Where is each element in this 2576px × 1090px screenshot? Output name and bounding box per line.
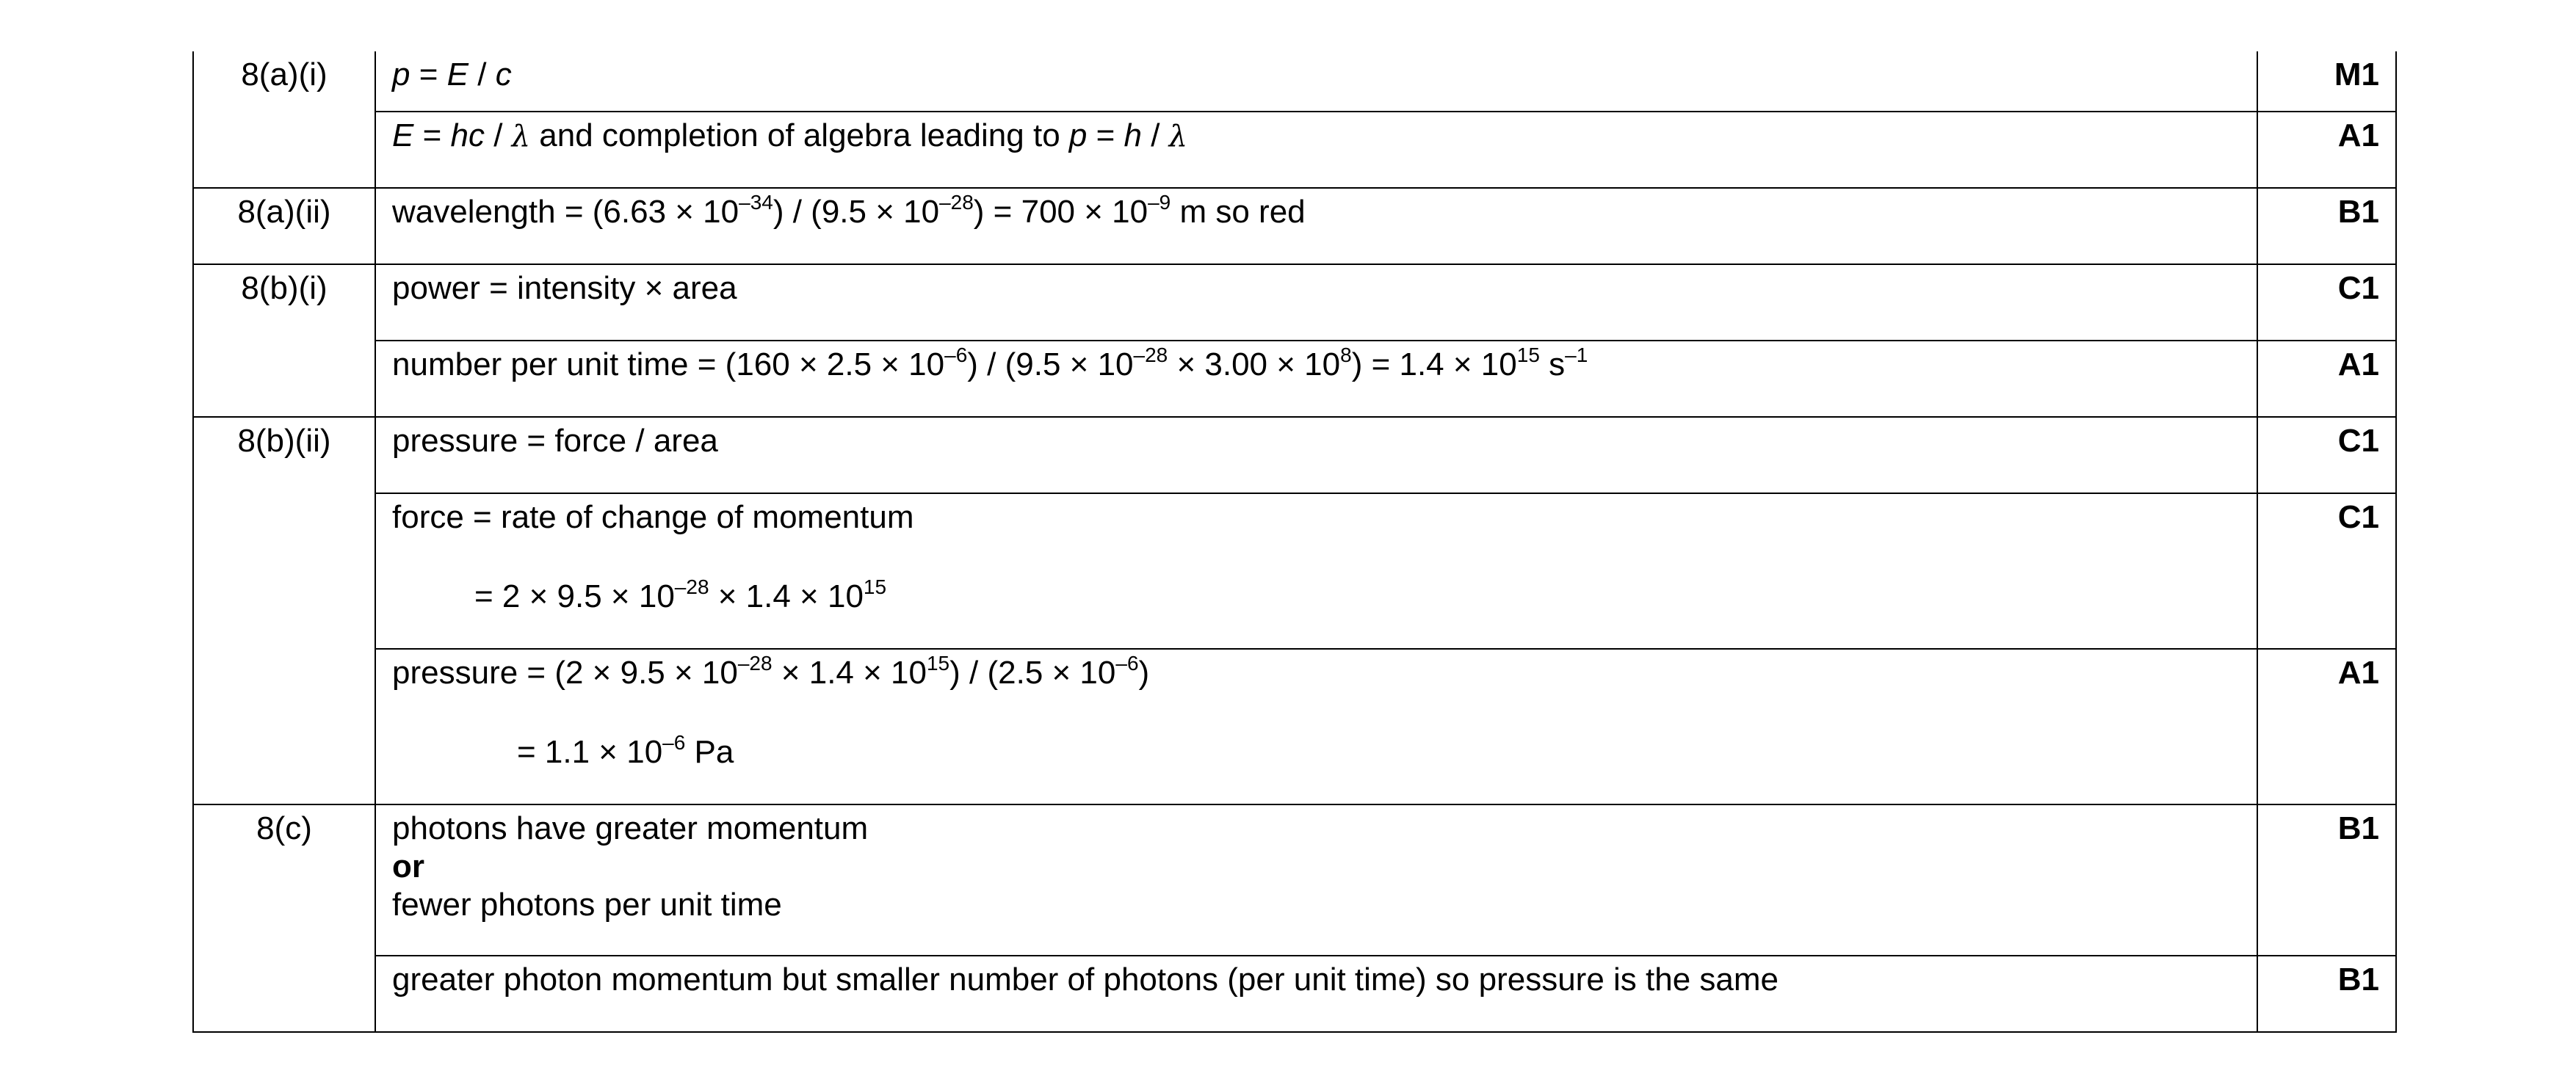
answer-text: p = E / c xyxy=(392,57,512,92)
answer-cell xyxy=(375,804,2257,956)
answer-cell xyxy=(375,188,2257,264)
mark-cell: B1 xyxy=(2257,956,2396,1032)
table-row xyxy=(193,51,2396,112)
answer-text: photons have greater momentum xyxy=(392,810,869,846)
mark-cell: M1 xyxy=(2257,51,2396,112)
mark-cell: B1 xyxy=(2257,804,2396,956)
answer-text: pressure = $(2 \times 9.5 \times 10^{-28} \times 1.4 \times 10^{15}) / (2.5 \times 10^{-6})$ xyxy=(392,652,1150,691)
question-number: 8(c) xyxy=(193,804,375,1032)
question-number: 8(b)(ii) xyxy=(193,417,375,804)
answer-cell xyxy=(375,51,2257,112)
table-row xyxy=(193,493,2396,649)
table-row xyxy=(193,112,2396,188)
answer-text: force = rate of change of momentum xyxy=(392,499,914,535)
table-row xyxy=(193,264,2396,341)
answer-cell xyxy=(375,956,2257,1032)
answer-text: = $1.1 \times 10^{-6}$ Pa xyxy=(517,731,734,770)
table-row xyxy=(193,804,2396,956)
mark-cell: C1 xyxy=(2257,264,2396,341)
answer-cell xyxy=(375,112,2257,188)
mark-cell: A1 xyxy=(2257,649,2396,804)
question-number: 8(b)(i) xyxy=(193,264,375,417)
answer-text: fewer photons per unit time xyxy=(392,887,782,923)
answer-text: E = hc / λ and completion of algebra leading to p = h / λ xyxy=(392,117,1188,153)
answer-text: number per unit time = $(160 \times 2.5 \times 10^{-6}) / (9.5 \times 10^{-28} \times 3.00 \times 10^8) = 1.4 \times 10^{15}$ $s^{-1}$ xyxy=(392,344,1588,382)
mark-cell: C1 xyxy=(2257,493,2396,649)
table-row xyxy=(193,417,2396,493)
mark-cell: A1 xyxy=(2257,341,2396,417)
answer-text: = $2 \times 9.5 \times 10^{-28} \times 1.4 \times 10^{15}$ xyxy=(474,575,887,614)
table-row xyxy=(193,956,2396,1032)
mark-cell: C1 xyxy=(2257,417,2396,493)
question-number: 8(a)(ii) xyxy=(193,188,375,264)
mark-cell: B1 xyxy=(2257,188,2396,264)
table-row xyxy=(193,649,2396,804)
answer-text: wavelength = $(6.63 \times 10^{-34}) / (9.5 \times 10^{-28}) = 700 \times 10^{-9}$ m so red xyxy=(392,191,1306,230)
mark-cell: A1 xyxy=(2257,112,2396,188)
question-number: 8(a)(i) xyxy=(193,51,375,188)
answer-cell xyxy=(375,264,2257,341)
answer-text: or xyxy=(392,849,424,884)
answer-cell xyxy=(375,341,2257,417)
answer-cell xyxy=(375,493,2257,649)
mark-scheme-table xyxy=(192,51,2397,1033)
answer-text: power = intensity × area xyxy=(392,270,737,306)
answer-text: pressure = force / area xyxy=(392,423,718,459)
table-row xyxy=(193,188,2396,264)
answer-cell xyxy=(375,649,2257,804)
answer-cell xyxy=(375,417,2257,493)
answer-text: greater photon momentum but smaller number of photons (per unit time) so pressure is the same xyxy=(392,962,1779,998)
table-row xyxy=(193,341,2396,417)
